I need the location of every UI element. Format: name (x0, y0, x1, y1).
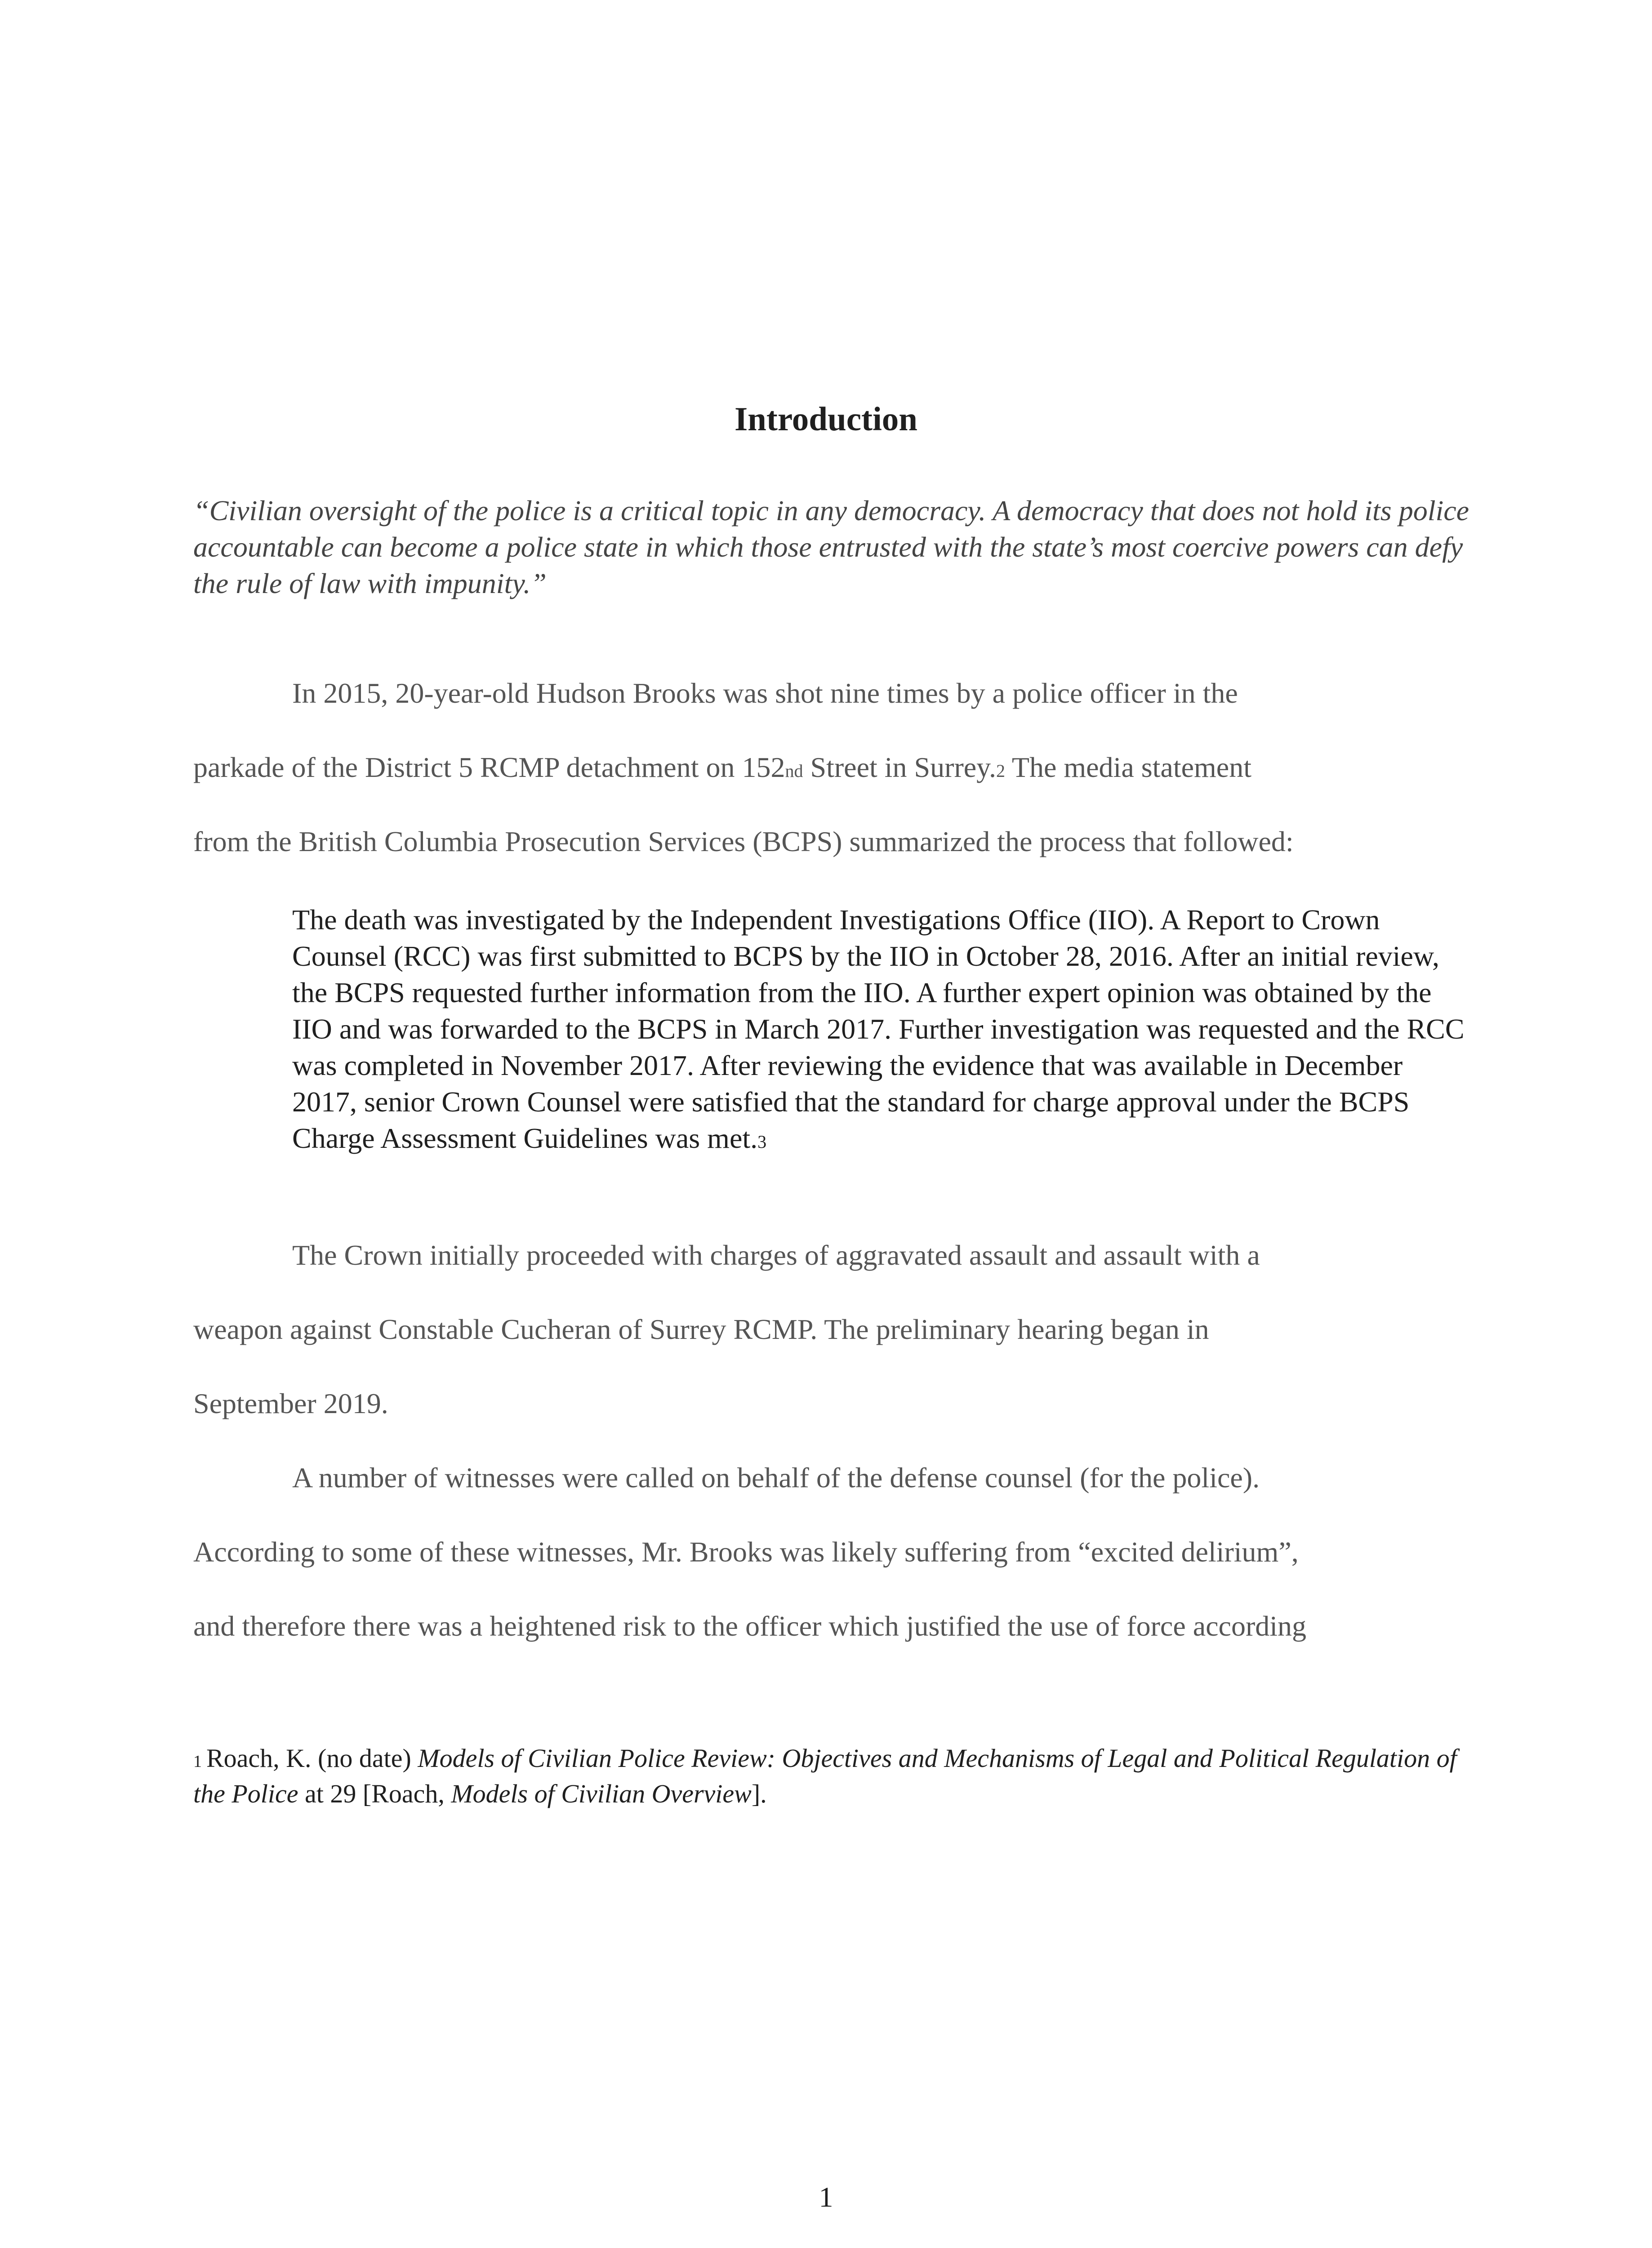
footnote-end: ]. (751, 1779, 767, 1808)
page-number: 1 (819, 2181, 833, 2213)
block-quote-text: The death was investigated by the Independent Investigations Office (IIO). A Report to Crown Counsel (RCC) was first submitted to BCPS by the IIO in October 28, 2016. After an initial review, the BCPS requested further information from the IIO. A further expert opinion was obtained by the IIO and was forwarded to the BCPS in March 2017. Further investigation was requested and the RCC was completed in November 2017. After reviewing the evidence that was available in December 2017, senior Crown Counsel were satisfied that the standard for charge approval under the BCPS Charge Assessment Guidelines was met. (292, 904, 1465, 1154)
paragraph-3-line-1: A number of witnesses were called on behalf of the defense counsel (for the police). (292, 1462, 1260, 1494)
footnote-number: 1 (193, 1752, 202, 1771)
block-quote (292, 901, 1470, 1160)
footnote-mid: at 29 [Roach, (298, 1779, 451, 1808)
paragraph-1-line-2 (193, 753, 1251, 782)
paragraph-3-line-3: and therefore there was a heightened risk to the officer which justified the use of force according (193, 1610, 1307, 1642)
text-run: The media statement (1005, 751, 1251, 783)
footnote-1 (193, 1742, 1470, 1810)
text-run: Street in Surrey. (803, 751, 996, 783)
footnote-ref-2: 2 (996, 761, 1005, 781)
epigraph-quote: “Civilian oversight of the police is a critical topic in any democracy. A democracy that does not hold its police accountable can become a police state in which those entrusted with the state’s most coercive powers can defy the rule of law with impunity.” (193, 495, 1469, 599)
footnote-short-title: Models of Civilian Overview (451, 1779, 752, 1808)
text-run: parkade of the District 5 RCMP detachment on 152 (193, 751, 785, 783)
footnote-title: Models of Civilian Police Review: Objectives and Mechanisms of Legal and Political Regulation of the Police (193, 1744, 1457, 1808)
footnote-author: Roach, K. (no date) (206, 1744, 418, 1773)
page-title: Introduction (734, 401, 918, 438)
footnote-ref-3: 3 (757, 1132, 767, 1152)
paragraph-1-line-1: In 2015, 20-year-old Hudson Brooks was shot nine times by a police officer in the (292, 677, 1238, 709)
ordinal-suffix: nd (785, 761, 803, 781)
paragraph-2-line-2: weapon against Constable Cucheran of Surrey RCMP. The preliminary hearing began in (193, 1313, 1209, 1345)
paragraph-2-line-3: September 2019. (193, 1387, 388, 1419)
paragraph-3-line-2: According to some of these witnesses, Mr. Brooks was likely suffering from “excited delirium”, (193, 1536, 1299, 1568)
paragraph-2-line-1: The Crown initially proceeded with charges of aggravated assault and assault with a (292, 1239, 1260, 1271)
paragraph-1-line-3: from the British Columbia Prosecution Services (BCPS) summarized the process that followed: (193, 825, 1294, 857)
